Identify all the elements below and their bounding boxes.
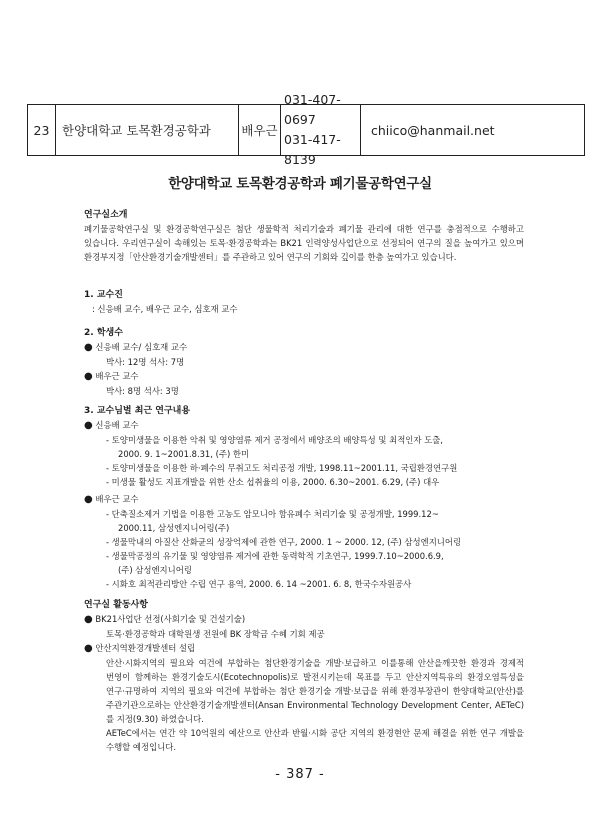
research-section xyxy=(84,404,524,489)
student-group-2-count: 박사: 8명 석사: 3명 xyxy=(106,386,179,396)
prof2-item-2: - 생물막내의 아질산 산화균의 성장억제에 관한 연구, 2000. 1 ~ 2000. 12, (주) 삼성엔지니어링 xyxy=(106,537,462,547)
center-paragraph: 안산·시화지역의 필요와 여건에 부합하는 첨단환경기술을 개발·보급하고 이를통해 안산을깨끗한 환경과 경제적 번영이 함께하는 환경기술도시(Ecotechnopolis)로 발전시키는데 목표를 두고 안산지역특유의 환경오염특성을 연구·규명하여 지역의 필요와 여건에 부합하는 첨단 환경기술 개발·보급을 위해 환경부장관이 한양대학교(안산)를 주관기관으로하는 안산환경기술개발센터(Ansan Environmental Technology Development Center, AETeC)를 지정(9.30) 하였습니다. xyxy=(106,658,524,724)
prof2-section xyxy=(84,492,524,591)
phone-cell xyxy=(281,92,361,167)
faculty-section xyxy=(84,288,524,316)
bullet-icon: ● xyxy=(84,420,93,431)
prof1-item-3: - 미생물 활성도 지표개발을 위한 산소 섭취율의 이용, 2000. 6.30~2001. 6.29, (주) 대우 xyxy=(106,477,440,487)
bullet-icon: ● xyxy=(84,643,93,654)
contact-table-row xyxy=(27,92,585,167)
students-section xyxy=(84,326,524,398)
prof1-item-1: - 토양미생물을 이용한 악취 및 영양염류 제거 공정에서 배양조의 배양특성 및 최적인자 도출, xyxy=(106,435,443,445)
intro-heading: 연구실소개 xyxy=(84,210,128,220)
research-heading: 3. 교수님별 최근 연구내용 xyxy=(84,406,191,416)
prof2-name: ● 배우근 교수 xyxy=(84,494,139,505)
prof2-item-3-cont: (주) 삼성엔지니어링 xyxy=(118,565,192,575)
faculty-line: : 신응배 교수, 배우근 교수, 심호재 교수 xyxy=(92,304,238,314)
page-title: 한양대학교 토목환경공학과 폐기물공학연구실 xyxy=(168,176,432,192)
page-number: - 387 - xyxy=(275,767,325,782)
institution-cell: 한양대학교 토목환경공학과 xyxy=(56,105,239,155)
bk21-desc: 토목·환경공학과 대학원생 전원에 BK 장학금 수혜 기회 제공 xyxy=(106,629,325,639)
prof1-item-2: - 토양미생물을 이용한 하·폐수의 무취고도 처리공정 개발, 1998.11~2001.11, 국립환경연구원 xyxy=(106,463,458,473)
student-group-1-count: 박사: 12명 석사: 7명 xyxy=(106,357,185,367)
center-paragraph-2: AETeC에서는 연간 약 10억원의 예산으로 안산과 반월·시화 공단 지역의 환경현안 문제 해결을 위한 연구 개발을 수행할 예정입니다. xyxy=(106,728,524,752)
center-item: ● 안산지역환경개발센터 설립 xyxy=(84,643,196,654)
student-group-2: ● 배우근 교수 xyxy=(84,371,139,382)
email-cell: chiico@hanmail.net xyxy=(371,122,495,138)
bullet-icon: ● xyxy=(84,371,93,382)
prof1-name: ● 신응배 교수 xyxy=(84,420,139,431)
prof2-item-1-cont: 2000.11, 삼성엔지니어링(주) xyxy=(118,523,230,533)
prof2-item-4: - 시화호 최적관리방안 수립 연구 용역, 2000. 6. 14 ~2001. 6. 8, 한국수자원공사 xyxy=(106,579,412,589)
intro-paragraph: 폐기물공학연구실 및 환경공학연구실은 첨단 생물학적 처리기술과 폐기물 관리에 대한 연구를 충점적으로 수행하고 있습니다. 우리연구실이 속해있는 토목·환경공학과는 BK21 인력양성사업단으로 선정되어 연구의 질을 높여가고 있으며 환경부지정「안산환경기술개발센터」를 주관하고 있어 연구의 기회와 깊이를 한층 높여가고 있습니다. xyxy=(84,224,524,262)
name-cell: 배우근 xyxy=(239,105,281,155)
students-heading: 2. 학생수 xyxy=(84,328,123,338)
prof2-item-3: - 생물막공정의 유기물 및 영양염류 제거에 관한 동력학적 기초연구, 1999.7.10~2000.6.9, xyxy=(106,551,444,561)
prof1-item-1-cont: 2000. 9. 1~2001.8.31, (주) 한미 xyxy=(118,449,250,459)
bullet-icon: ● xyxy=(84,342,93,353)
faculty-heading: 1. 교수진 xyxy=(84,290,123,300)
bk21-item: ● BK21사업단 선정(사회기술 및 건설기술) xyxy=(84,614,246,625)
intro-section xyxy=(84,208,524,264)
activities-section xyxy=(84,598,524,754)
bullet-icon: ● xyxy=(84,614,93,625)
phone-2: 031-417-8139 xyxy=(284,132,341,167)
row-number: 23 xyxy=(28,105,56,155)
prof2-item-1: - 단축질소제거 기법을 이용한 고농도 암모니아 함유폐수 처리기술 및 공정개발, 1999.12~ xyxy=(106,509,439,519)
student-group-1: ● 신응배 교수/ 심호재 교수 xyxy=(84,342,188,353)
phone-1: 031-407-0697 xyxy=(284,92,341,127)
activities-heading: 연구실 활동사항 xyxy=(84,600,148,610)
bullet-icon: ● xyxy=(84,494,93,505)
